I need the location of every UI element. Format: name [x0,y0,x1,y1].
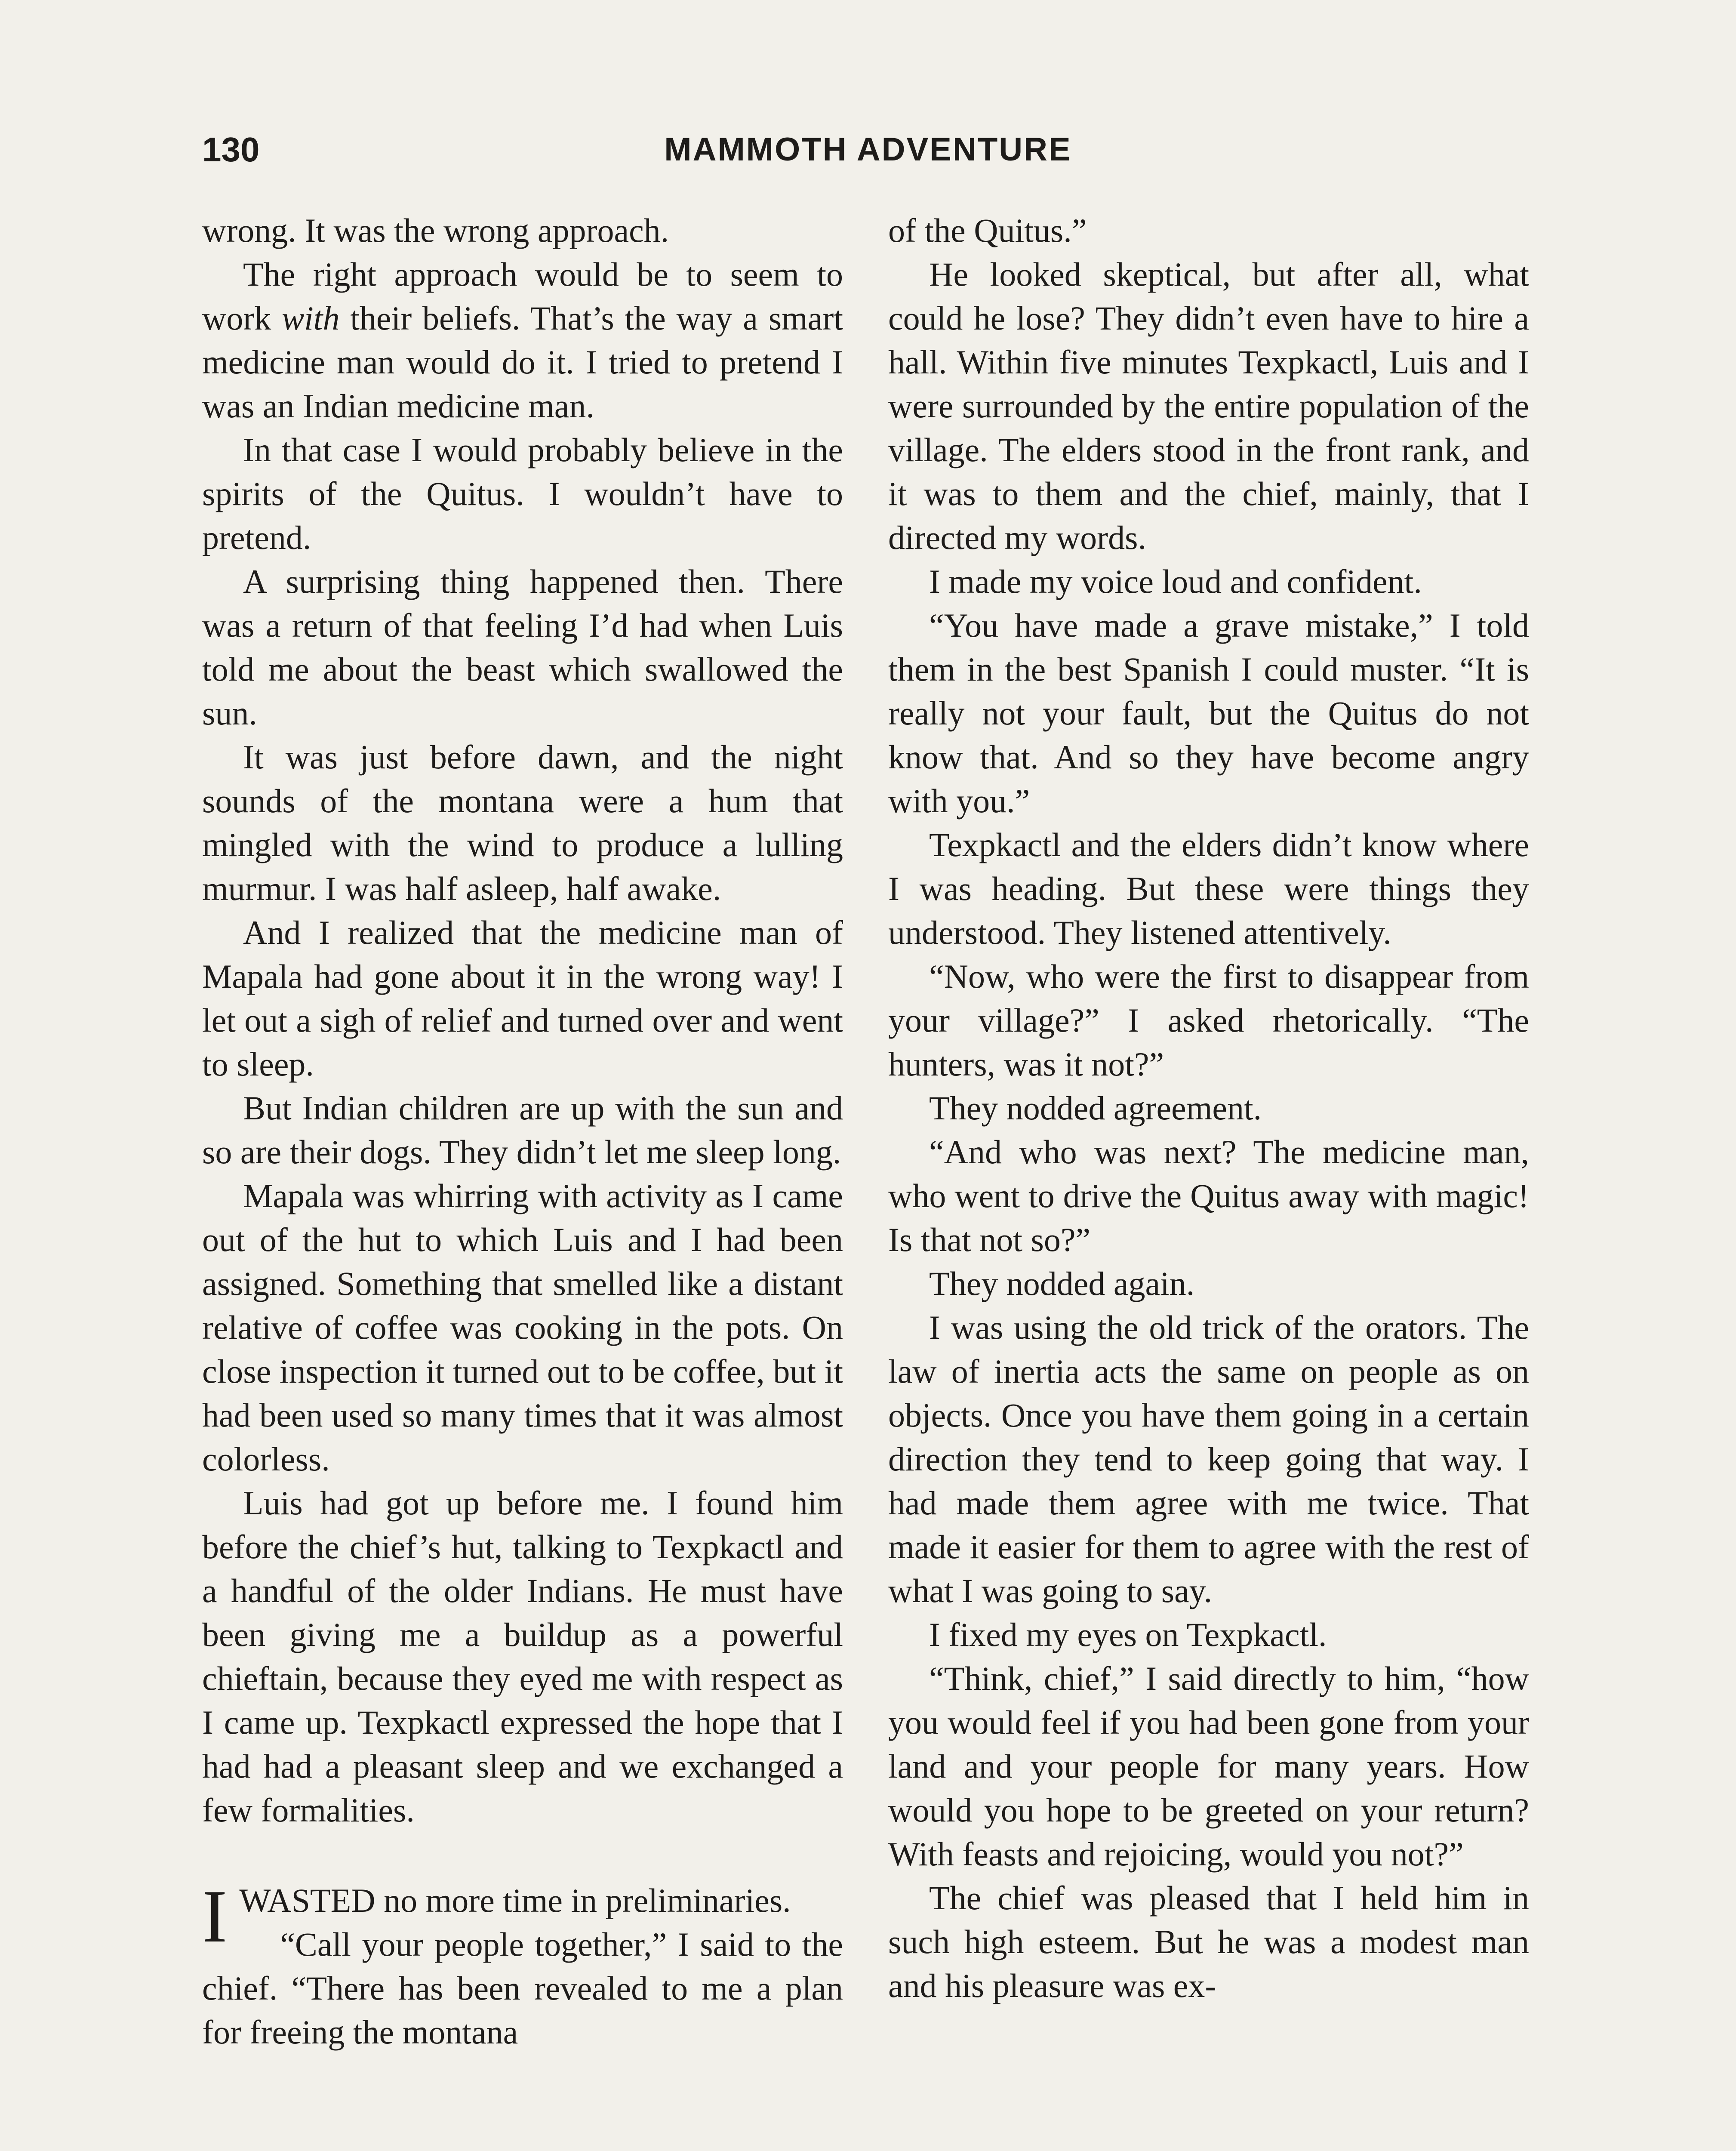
paragraph: Mapala was whirring with activity as I came out of the hut to which Luis and I had been assigned. Something that smelled like a distant relative of coffee was cooking in the pots. On close inspection it turned out to be coffee, but it had been used so many times that it was almost colorless. [202,1177,843,1478]
paragraph-text: The right approach would be to seem to work [202,256,843,337]
paragraph: It was just before dawn, and the night sounds of the montana were a hum that mingled with the wind to produce a lulling murmur. I was half asleep, half awake. [202,738,843,907]
emphasis-text: with [282,299,340,337]
paragraph: The chief was pleased that I held him in such high esteem. But he was a modest man and his pleasure was ex- [888,1879,1529,2004]
section-break [202,1832,843,1879]
paragraph: I was using the old trick of the orators. The law of inertia acts the same on people as on objects. Once you have them going in a certain direction they tend to keep going that way. I had made them agree with me twice. That made it easier for them to agree with the rest of what I was going to say. [888,1309,1529,1609]
drop-cap-paragraph [202,1874,843,1958]
paragraph: Texpkactl and the elders didn’t know where I was heading. But these were things they understood. They listened attentively. [888,826,1529,951]
paragraph: But Indian children are up with the sun and so are their dogs. They didn’t let me sleep long. [202,1089,843,1171]
paragraph: “Think, chief,” I said directly to him, “how you would feel if you had been gone from your land and your people for many years. How would you hope to be greeted on your return? With feasts and rejoicing, would you not?” [888,1660,1529,1873]
paragraph: They nodded agreement. [929,1089,1262,1127]
paragraph: “And who was next? The medicine man, who went to drive the Quitus away with magic! Is that not so?” [888,1133,1529,1258]
paragraph: They nodded again. [929,1265,1195,1302]
paragraph-text: WASTED no more time in preliminaries. [239,1882,791,1919]
paragraph [202,253,843,428]
paragraph: I made my voice loud and confident. [929,563,1422,600]
paragraph: He looked skeptical, but after all, what could he lose? They didn’t even have to hire a hall. Within five minutes Texpkactl, Luis and I were surrounded by the entire population of the village. The elders stood in the front rank, and it was to them and the chief, mainly, that I directed my words. [888,256,1529,556]
paragraph: And I realized that the medicine man of Mapala had gone about it in the wrong way! I let out a sigh of relief and turned over and went to sleep. [202,914,843,1083]
paragraph: “Call your people together,” I said to the chief. “There has been revealed to me a plan for freeing the montana [202,1926,843,2051]
paragraph: of the Quitus.” [888,212,1087,249]
running-title: MAMMOTH ADVENTURE [664,131,1072,168]
paragraph: I fixed my eyes on Texpkactl. [929,1616,1327,1653]
paragraph: A surprising thing happened then. There was a return of that feeling I’d had when Luis told me about the beast which swallowed the sun. [202,563,843,732]
paragraph: wrong. It was the wrong approach. [202,212,669,249]
left-column [202,209,843,2054]
paragraph: In that case I would probably believe in the spirits of the Quitus. I wouldn’t have to pretend. [202,431,843,556]
paragraph: Luis had got up before me. I found him before the chief’s hut, talking to Texpkactl and a handful of the older Indians. He must have been giving me a buildup as a powerful chieftain, because they eyed me with respect as I came up. Texpkactl expressed the hope that I had had a pleasant sleep and we exchanged a few formalities. [202,1484,843,1829]
paragraph: “Now, who were the first to disappear from your village?” I asked rhetorically. “The hunters, was it not?” [888,958,1529,1083]
page-number: 130 [202,130,260,169]
right-column [888,209,1529,2008]
drop-cap: I [202,1874,228,1958]
paragraph: “You have made a grave mistake,” I told them in the best Spanish I could muster. “It is really not your fault, but the Quitus do not know that. And so they have become angry with you.” [888,607,1529,820]
paragraph-text: their beliefs. That’s the way a smart medicine man would do it. I tried to pretend I was an Indian medicine man. [202,299,843,425]
